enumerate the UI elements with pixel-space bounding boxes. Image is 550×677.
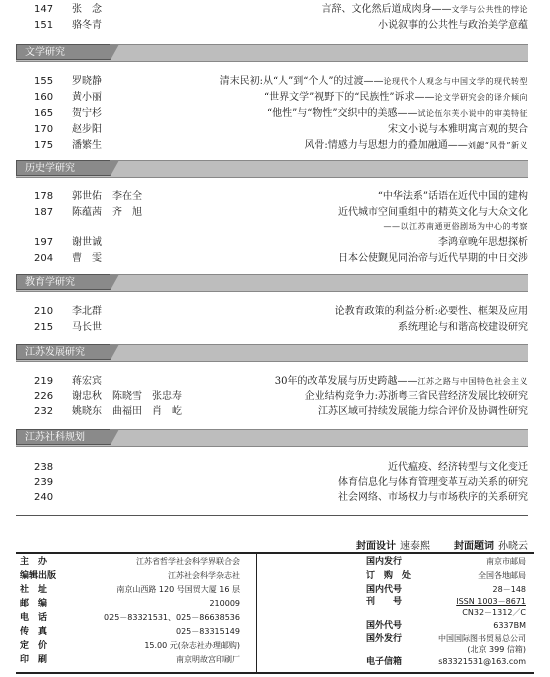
page-number: 239 bbox=[34, 477, 54, 488]
section-title: 历史学研究 bbox=[16, 160, 111, 176]
toc-row bbox=[16, 189, 528, 204]
toc-row bbox=[16, 374, 528, 389]
author: 姚晓东 曲福田 肖 屹 bbox=[72, 406, 182, 417]
author: 罗晓静 bbox=[72, 76, 102, 87]
cover-title-name: 孙晓云 bbox=[498, 541, 528, 552]
article-title: 清末民初:从“人”到“个人”的过渡——论现代个人观念与中国文学的现代转型 bbox=[219, 76, 528, 87]
page-number: 155 bbox=[34, 76, 54, 87]
article-title: 江苏区域可持续发展能力综合评价及协调性研究 bbox=[318, 406, 528, 417]
page-number: 151 bbox=[34, 20, 54, 31]
page-number: 160 bbox=[34, 92, 54, 103]
toc-row bbox=[16, 490, 528, 505]
author: 骆冬青 bbox=[72, 20, 102, 31]
article-subtitle: 论现代个人观念与中国文学的现代转型 bbox=[383, 77, 528, 86]
article-title: 系统理论与和谐高校建设研究 bbox=[398, 322, 528, 333]
article-title: “他性”与“物性”交织中的美感——试论伍尔芙小说中的审美特征 bbox=[267, 108, 528, 119]
page-number: 232 bbox=[34, 406, 54, 417]
article-title: 宋文小说与本雅明寓言观的契合 bbox=[388, 124, 528, 135]
author: 郭世佑 李在全 bbox=[72, 191, 142, 202]
section-header bbox=[16, 44, 528, 62]
toc-row bbox=[16, 18, 528, 33]
article-subtitle: 刘勰“风骨”新义 bbox=[467, 141, 528, 150]
page-number: 165 bbox=[34, 108, 54, 119]
toc-row bbox=[16, 235, 528, 250]
author: 黄小丽 bbox=[72, 92, 102, 103]
cover-design-label: 封面设计 bbox=[356, 541, 396, 552]
page-number: 219 bbox=[34, 376, 54, 387]
article-title: 企业结构竞争力:苏浙粤三省民营经济发展比较研究 bbox=[304, 391, 528, 402]
article-title: “中华法系”话语在近代中国的建构 bbox=[377, 191, 528, 202]
article-subtitle: 试论伍尔芙小说中的审美特征 bbox=[417, 109, 528, 118]
article-title: 30年的改革发展与历史跨越——江苏之路与中国特色社会主义 bbox=[274, 376, 528, 387]
author: 张 念 bbox=[72, 4, 102, 15]
toc-row bbox=[16, 106, 528, 121]
page-number: 187 bbox=[34, 207, 54, 218]
article-subtitle: 论文学研究会的译介倾向 bbox=[434, 93, 528, 102]
author: 贺宁杉 bbox=[72, 108, 102, 119]
article-title: 近代城市空间重组中的精英文化与大众文化 bbox=[338, 207, 528, 218]
section-header bbox=[16, 160, 528, 178]
section-header bbox=[16, 344, 528, 362]
article-subtitle: 文学与公共性的悖论 bbox=[451, 5, 528, 14]
article-subtitle: ——以江苏南通更俗剧场为中心的考察 bbox=[383, 222, 528, 231]
toc-row bbox=[16, 219, 528, 234]
toc-row bbox=[16, 90, 528, 105]
article-title: 李鸿章晚年思想探析 bbox=[438, 237, 528, 248]
article-title: 风骨:情感力与思想力的叠加融通——刘勰“风骨”新义 bbox=[304, 140, 528, 151]
page-number: 204 bbox=[34, 253, 54, 264]
toc-row bbox=[16, 475, 528, 490]
author: 曹 雯 bbox=[72, 253, 102, 264]
toc-row bbox=[16, 138, 528, 153]
section-header bbox=[16, 274, 528, 292]
author: 潘繁生 bbox=[72, 140, 102, 151]
page-number: 210 bbox=[34, 306, 54, 317]
article-title: 言辞、文化然后道成肉身——文学与公共性的悖论 bbox=[321, 4, 528, 15]
page-number: 175 bbox=[34, 140, 54, 151]
article-title: 近代瘟疫、经济转型与文化变迁 bbox=[388, 462, 528, 473]
page-number: 238 bbox=[34, 462, 54, 473]
author: 谢世诚 bbox=[72, 237, 102, 248]
section-title: 文学研究 bbox=[16, 44, 111, 60]
page-number: 240 bbox=[34, 492, 54, 503]
page-number: 197 bbox=[34, 237, 54, 248]
author: 马长世 bbox=[72, 322, 102, 333]
toc-row bbox=[16, 2, 528, 17]
page-number: 147 bbox=[34, 4, 54, 15]
toc-row bbox=[16, 404, 528, 419]
page-number: 215 bbox=[34, 322, 54, 333]
cover-credits bbox=[356, 537, 528, 552]
publication-info: 主 办 江苏省哲学社会科学界联合会 编辑出版 江苏社会科学杂志社 社 址 南京山西路 120 号国贸大厦 16 层 邮 编 210009 电 话 025－83321531、025－86638536 传 真 025－83315149 定 价 15.00 元(杂志社办理邮购) 印 刷 南京明故宫印刷厂 国内发行 南京市邮局 订 购 处 全国各地邮局 国内代号 28－148 刊 号 ISSN 1003－8671 CN32－1312／C 国外代号 6337BM 国外发行 中国国际图书贸易总公司 (北京 399 信箱) 电子信箱 s83321531@163.com bbox=[16, 552, 534, 674]
section-title: 江苏社科规划 bbox=[16, 429, 111, 445]
author: 赵步阳 bbox=[72, 124, 102, 135]
toc-row bbox=[16, 304, 528, 319]
article-title: 小说叙事的公共性与政治美学意蕴 bbox=[378, 20, 528, 31]
author: 蒋宏宾 bbox=[72, 376, 102, 387]
page-number: 178 bbox=[34, 191, 54, 202]
cover-title-label: 封面题词 bbox=[454, 541, 494, 552]
toc-row bbox=[16, 320, 528, 335]
article-title: 日本公使觐见同治帝与近代早期的中日交涉 bbox=[338, 253, 528, 264]
section-title: 教育学研究 bbox=[16, 274, 111, 290]
toc-row bbox=[16, 74, 528, 89]
author: 陈蕴茜 齐 旭 bbox=[72, 207, 142, 218]
cover-design-name: 速泰熙 bbox=[400, 541, 430, 552]
divider bbox=[256, 554, 257, 672]
article-title: 体育信息化与体育管理变革互动关系的研究 bbox=[338, 477, 528, 488]
article-title: 社会网络、市场权力与市场秩序的关系研究 bbox=[338, 492, 528, 503]
page-number: 226 bbox=[34, 391, 54, 402]
section-header bbox=[16, 429, 528, 447]
author: 谢忠秋 陈晓雪 张忠寿 bbox=[72, 391, 182, 402]
article-subtitle: 江苏之路与中国特色社会主义 bbox=[417, 377, 528, 386]
page-number: 170 bbox=[34, 124, 54, 135]
toc-row bbox=[16, 122, 528, 137]
divider bbox=[16, 515, 528, 516]
toc-row bbox=[16, 251, 528, 266]
article-title: “世界文学”视野下的“民族性”诉求——论文学研究会的译介倾向 bbox=[264, 92, 528, 103]
section-title: 江苏发展研究 bbox=[16, 344, 111, 360]
toc-row bbox=[16, 205, 528, 220]
toc-row bbox=[16, 460, 528, 475]
author: 李北群 bbox=[72, 306, 102, 317]
toc-row bbox=[16, 389, 528, 404]
article-title: 论教育政策的利益分析:必要性、框架及应用 bbox=[334, 306, 528, 317]
